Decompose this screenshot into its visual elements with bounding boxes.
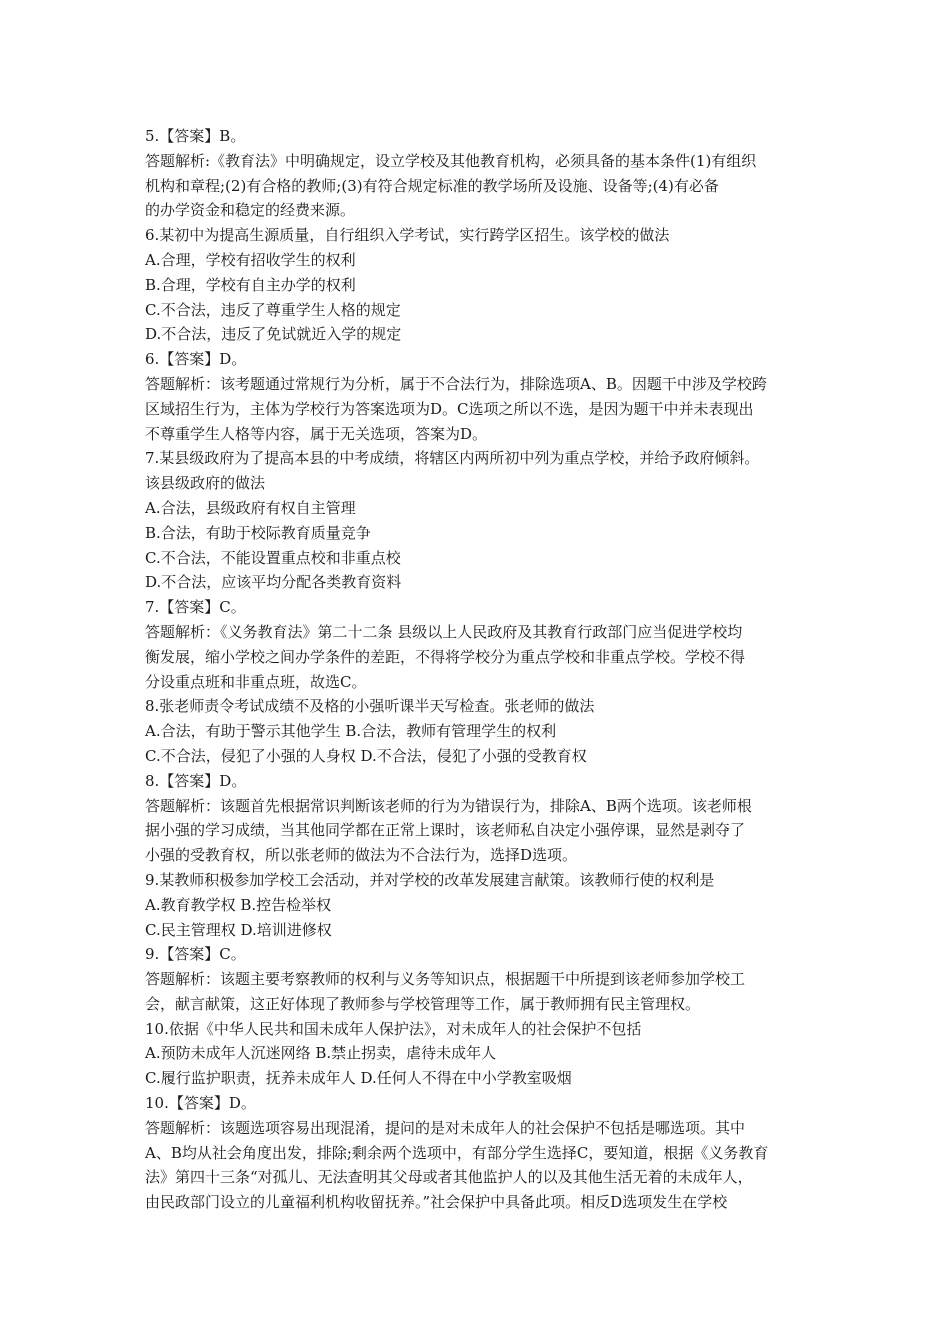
text-line: D.不合法，应该平均分配各类教育资料 [145, 573, 402, 592]
text-line: C.不合法，违反了尊重学生人格的规定 [145, 300, 401, 319]
text-line: 6.某初中为提高生源质量，自行组织入学考试，实行跨学区招生。该学校的做法 [145, 226, 670, 245]
document-body [145, 124, 825, 1215]
text-line: 的办学资金和稳定的经费来源。 [145, 201, 356, 220]
text-line: 答题解析：该考题通过常规行为分析，属于不合法行为，排除选项A、B。因题干中涉及学校跨 [145, 374, 767, 393]
text-line: 答题解析：该题主要考察教师的权利与义务等知识点，根据题干中所提到该老师参加学校工 [145, 970, 746, 989]
text-line: 小强的受教育权，所以张老师的做法为不合法行为，选择D选项。 [145, 846, 578, 865]
text-line: A.合理，学校有招收学生的权利 [145, 250, 356, 269]
text-line: 据小强的学习成绩，当其他同学都在正常上课时，该老师私自决定小强停课，显然是剥夺了 [145, 821, 746, 840]
text-line: 分设重点班和非重点班，故选C。 [145, 672, 367, 691]
text-line: 答题解析:《教育法》中明确规定，设立学校及其他教育机构，必须具备的基本条件(1)有组织 [145, 151, 757, 170]
text-line: C.不合法，不能设置重点校和非重点校 [145, 548, 401, 567]
text-line: A.合法，有助于警示其他学生 B.合法，教师有管理学生的权利 [145, 722, 557, 741]
text-line: 答题解析：《义务教育法》第二十二条 县级以上人民政府及其教育行政部门应当促进学校均 [145, 622, 743, 641]
text-line: 不尊重学生人格等内容，属于无关选项，答案为D。 [145, 424, 488, 443]
text-line: 机构和章程;(2)有合格的教师;(3)有符合规定标准的教学场所及设施、设备等;(4)有必备 [145, 176, 719, 195]
text-line: 10.【答案】D。 [145, 1094, 256, 1113]
text-line: C.不合法，侵犯了小强的人身权 D.不合法，侵犯了小强的受教育权 [145, 746, 587, 765]
text-line: 10.依据《中华人民共和国未成年人保护法》，对未成年人的社会保护不包括 [145, 1019, 642, 1038]
text-line: 5.【答案】B。 [145, 127, 246, 145]
text-line: 该县级政府的做法 [145, 474, 266, 493]
text-line: 区域招生行为，主体为学校行为答案选项为D。C选项之所以不选，是因为题干中并未表现出 [145, 399, 754, 418]
text-line: B.合法，有助于校际教育质量竞争 [145, 523, 371, 542]
text-line: 7.某县级政府为了提高本县的中考成绩，将辖区内两所初中列为重点学校，并给予政府倾斜。 [145, 449, 760, 468]
text-line: 法》第四十三条“对孤儿、无法查明其父母或者其他监护人的以及其他生活无着的未成年人， [145, 1168, 753, 1187]
text-line: 由民政部门设立的儿童福利机构收留抚养。”社会保护中具备此项。相反D选项发生在学校 [145, 1193, 728, 1212]
text-line: 9.【答案】C。 [145, 945, 246, 964]
text-line: 衡发展，缩小学校之间办学条件的差距，不得将学校分为重点学校和非重点学校。学校不得 [145, 647, 746, 666]
text-line: 7.【答案】C。 [145, 598, 246, 617]
text-line: 会，献言献策，这正好体现了教师参与学校管理等工作，属于教师拥有民主管理权。 [145, 994, 701, 1013]
text-line: D.不合法，违反了免试就近入学的规定 [145, 325, 402, 344]
text-line: 答题解析：该题首先根据常识判断该老师的行为为错误行为，排除A、B两个选项。该老师根 [145, 796, 752, 815]
text-line: B.合理，学校有自主办学的权利 [145, 275, 356, 294]
text-line: A、B均从社会角度出发，排除;剩余两个选项中，有部分学生选择C，要知道，根据《义务教育 [145, 1143, 769, 1162]
text-line: 8.【答案】D。 [145, 771, 247, 790]
text-line: A.教育教学权 B.控告检举权 [145, 895, 332, 914]
text-line: 答题解析：该题选项容易出现混淆，提问的是对未成年人的社会保护不包括是哪选项。其中 [145, 1118, 746, 1137]
text-line: 9.某教师积极参加学校工会活动，并对学校的改革发展建言献策。该教师行使的权利是 [145, 870, 715, 889]
text-line: 8.张老师责令考试成绩不及格的小强听课半天写检查。张老师的做法 [145, 697, 595, 716]
text-line: C.民主管理权 D.培训进修权 [145, 920, 332, 939]
text-line: A.合法，县级政府有权自主管理 [145, 498, 356, 517]
text-line: 6.【答案】D。 [145, 350, 247, 369]
text-line: C.履行监护职责，抚养未成年人 D.任何人不得在中小学教室吸烟 [145, 1069, 572, 1088]
text-line: A.预防未成年人沉迷网络 B.禁止拐卖，虐待未成年人 [145, 1044, 497, 1063]
